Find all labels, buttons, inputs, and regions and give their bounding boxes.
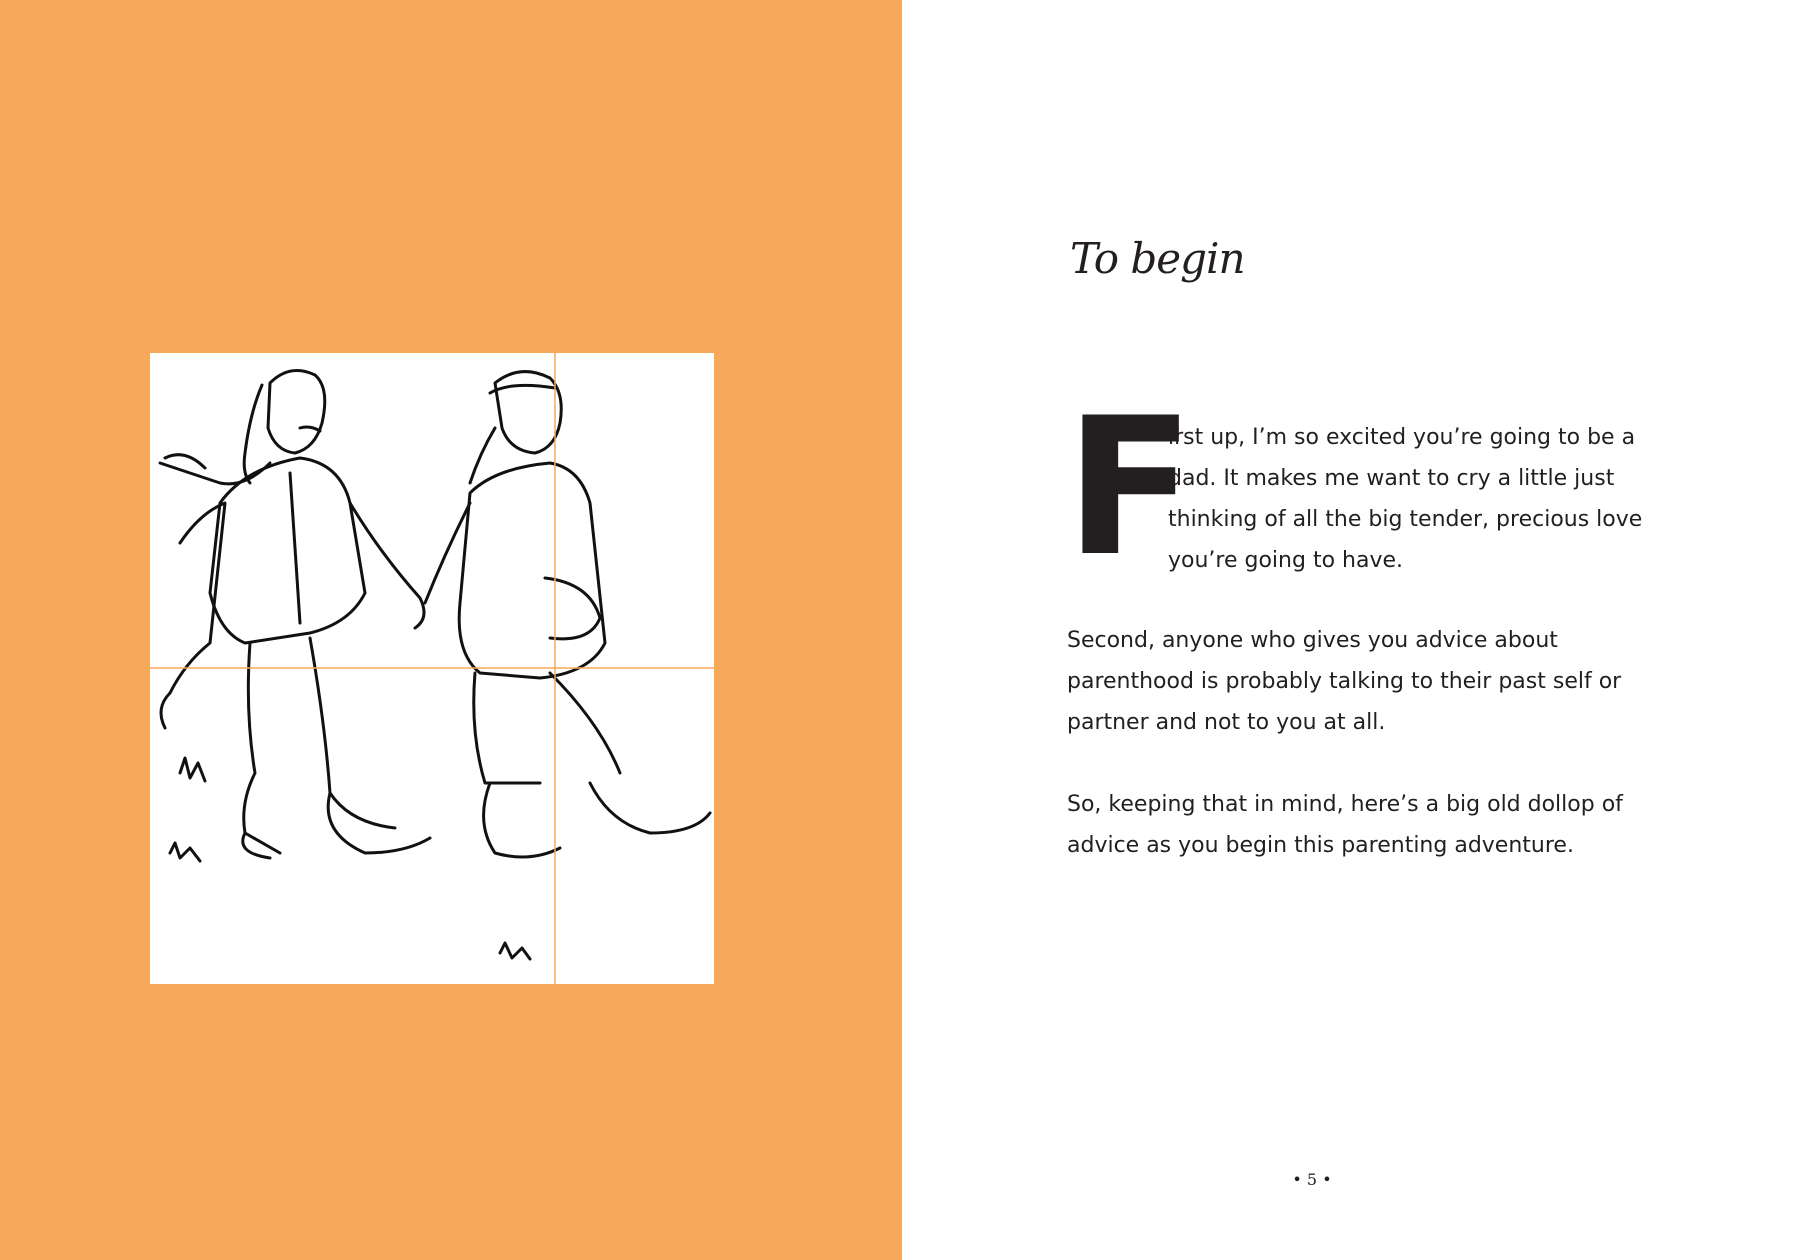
- paragraph-1: irst up, I’m so excited you’re going to be a dad. It makes me want to cry a little just thinking of all the big tender, precious love you’re going to have.: [1168, 425, 1643, 573]
- illustration: [150, 353, 714, 984]
- page-number-ornament-left: •: [1292, 1170, 1302, 1189]
- page-title: To begin: [1070, 234, 1245, 283]
- paragraph-2: Second, anyone who gives you advice about parenthood is probably talking to their past self or partner and not to you at all.: [1067, 628, 1622, 735]
- right-page: [902, 0, 1800, 1260]
- drop-cap: F: [1065, 377, 1195, 598]
- walking-couple-sketch-icon: [150, 353, 714, 984]
- page-number: [902, 1170, 1722, 1189]
- paragraph-3: So, keeping that in mind, here’s a big old dollop of advice as you begin this parenting adventure.: [1067, 792, 1623, 858]
- page-number-value: 5: [1306, 1170, 1318, 1189]
- page-number-ornament-right: •: [1322, 1170, 1332, 1189]
